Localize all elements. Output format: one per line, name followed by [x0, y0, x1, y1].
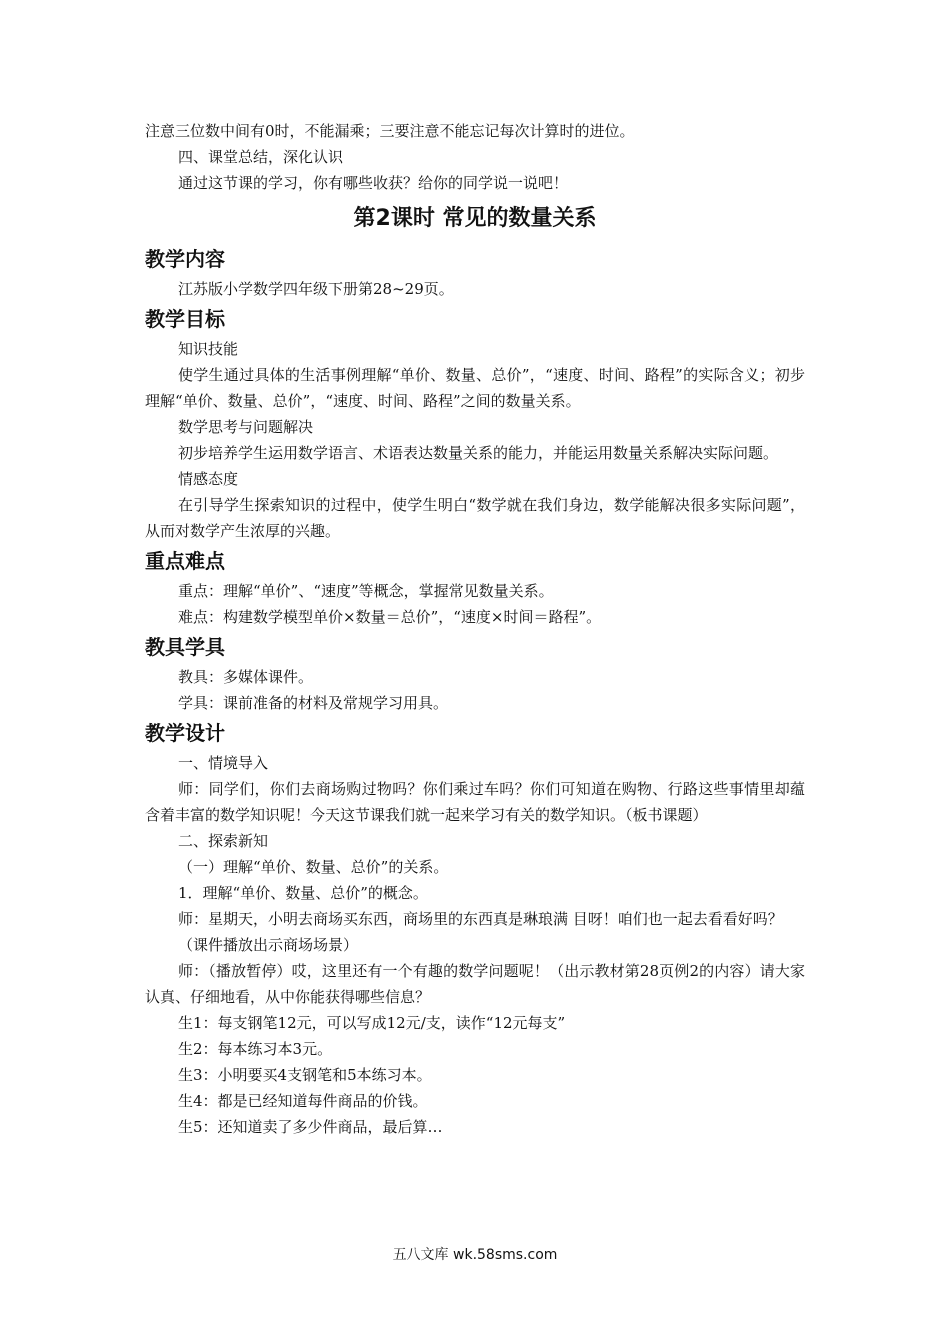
design-line: 师：星期天，小明去商场买东西，商场里的东西真是琳琅满 目呀！咱们也一起去看看好吗？ [178, 910, 783, 928]
section-heading-goals: 教学目标 [145, 307, 225, 331]
design-line: 师：（播放暂停）哎，这里还有一个有趣的数学问题呢！（出示教材第28页例2的内容）请大家认真、仔细地看，从中你能获得哪些信息？ [145, 962, 805, 1006]
section-heading-design: 教学设计 [145, 721, 225, 745]
design-line: 生2：每本练习本3元。 [178, 1040, 333, 1058]
design-line: （一）理解“单价、数量、总价”的关系。 [178, 858, 449, 876]
design-line: 生1：每支钢笔12元，可以写成12元/支，读作“12元每支” [178, 1014, 566, 1032]
goals-text-attitude: 在引导学生探索知识的过程中，使学生明白“数学就在我们身边，数学能解决很多实际问题”，从而对数学产生浓厚的兴趣。 [145, 496, 805, 540]
intro-line-3: 通过这节课的学习，你有哪些收获？给你的同学说一说吧！ [178, 174, 569, 192]
section-heading-tools: 教具学具 [145, 635, 225, 659]
keypoint-difficult: 难点：构建数学模型单价×数量＝总价”，“速度×时间＝路程”。 [178, 608, 602, 626]
footer-watermark: 五八文库 wk.58sms.com [392, 1247, 558, 1263]
section-heading-keypoints: 重点难点 [145, 549, 225, 573]
design-line: （课件播放出示商场场景） [178, 936, 359, 954]
intro-line-1: 注意三位数中间有0时，不能漏乘；三要注意不能忘记每次计算时的进位。 [145, 122, 635, 140]
goals-label-knowledge: 知识技能 [178, 340, 239, 358]
design-line: 二、探索新知 [178, 832, 269, 850]
design-line: 师：同学们，你们去商场购过物吗？你们乘过车吗？你们可知道在购物、行路这些事情里却蕴含着丰富的数学知识呢！今天这节课我们就一起来学习有关的数学知识。（板书课题） [145, 780, 805, 824]
design-line: 一、情境导入 [178, 754, 269, 772]
lesson-title: 第2课时 常见的数量关系 [353, 206, 597, 231]
keypoint-key: 重点：理解“单价”、“速度”等概念，掌握常见数量关系。 [178, 582, 554, 600]
design-line: 1．理解“单价、数量、总价”的概念。 [178, 884, 428, 902]
goals-label-thinking: 数学思考与问题解决 [178, 418, 314, 436]
design-line: 生4：都是已经知道每件商品的价钱。 [178, 1092, 428, 1110]
section-heading-content: 教学内容 [145, 247, 225, 271]
goals-text-thinking: 初步培养学生运用数学语言、术语表达数量关系的能力，并能运用数量关系解决实际问题。 [178, 444, 779, 462]
document-page [145, 118, 805, 1140]
tools-teacher: 教具：多媒体课件。 [178, 668, 314, 686]
goals-label-attitude: 情感态度 [178, 470, 239, 488]
design-line: 生3：小明要买4支钢笔和5本练习本。 [178, 1066, 432, 1084]
goals-text-knowledge: 使学生通过具体的生活事例理解“单价、数量、总价”，“速度、时间、路程”的实际含义；初步理解“单价、数量、总价”，“速度、时间、路程”之间的数量关系。 [145, 366, 805, 410]
content-text: 江苏版小学数学四年级下册第28~29页。 [178, 280, 454, 298]
intro-line-2: 四、课堂总结，深化认识 [178, 148, 344, 166]
design-line: 生5：还知道卖了多少件商品，最后算… [178, 1118, 443, 1136]
tools-student: 学具：课前准备的材料及常规学习用具。 [178, 694, 449, 712]
